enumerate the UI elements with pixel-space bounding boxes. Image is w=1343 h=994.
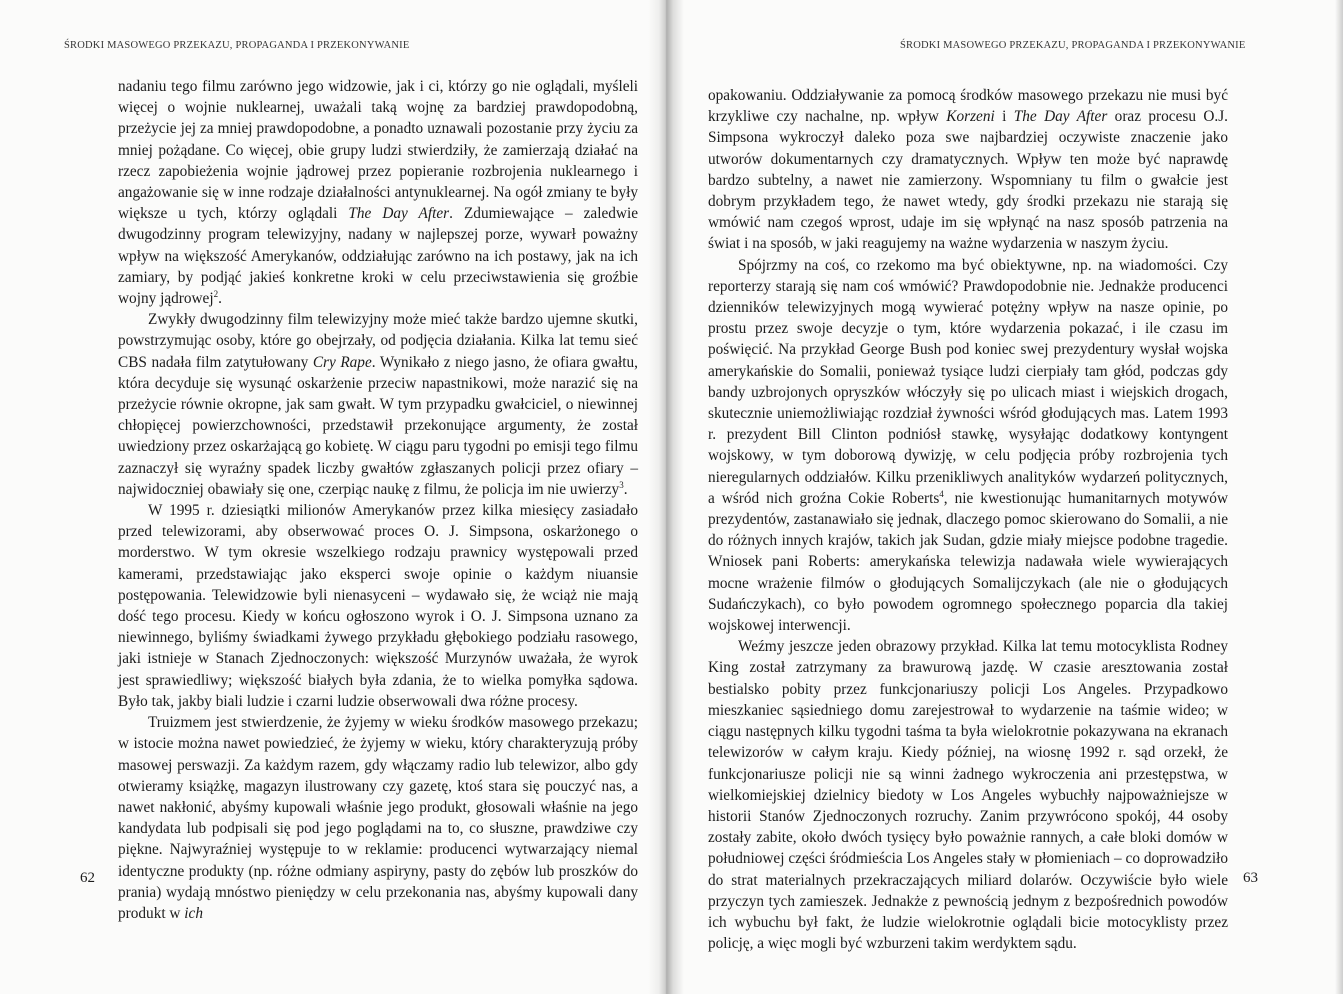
italic-title: Cry Rape xyxy=(312,353,372,371)
page-edge xyxy=(1335,0,1343,994)
body-text xyxy=(708,85,1228,954)
page-number: 62 xyxy=(80,870,95,886)
text-run: i xyxy=(994,108,1014,126)
italic-title: The Day After xyxy=(1013,108,1108,126)
body-text xyxy=(118,76,638,924)
left-page xyxy=(0,0,660,994)
italic-title: ich xyxy=(184,904,203,922)
running-head: ŚRODKI MASOWEGO PRZEKAZU, PROPAGANDA I PRZEKONYWANIE xyxy=(64,40,410,51)
text-run: . Zdumiewające – zaledwie dwugodzinny program telewizyjny, nadany w najlepszej porze, wywarł poważny wpływ na większość Amerykanów, oddziałując zarówno na ich postawy, jak na ich zamiary, by podjąć jakieś konkretne kroki w celu przeciwstawienia się groźbie wojny jądrowej xyxy=(118,205,638,308)
paragraph xyxy=(118,309,638,500)
page-number: 63 xyxy=(1243,870,1258,886)
running-head: ŚRODKI MASOWEGO PRZEKAZU, PROPAGANDA I PRZEKONYWANIE xyxy=(900,40,1246,51)
text-run: . Wynikało z niego jasno, że ofiara gwałtu, która decyduje się wysunąć oskarżenie przeciw napastnikowi, może narazić się na przeżycie równie okropne, jak sam gwałt. W tym przypadku gwałciciel, o niewinnej chłopięcej powierzchowności, przedstawił przekonujące argumenty, że został uwiedziony przez oskarżającą go kobietę. W ciągu paru tygodni po emisji tego filmu zaznaczył się wyraźny spadek liczby gwałtów zgłaszanych policji przez ofiary – najwidoczniej obawiały się one, czerpiąc naukę z filmu, że policja im nie uwierzy xyxy=(118,353,638,498)
text-run: Zwykły dwugodzinny film telewizyjny może mieć także bardzo ujemne skutki, powstrzymując osoby, które go obejrzały, od podjęcia działania. Kilka lat temu sieć CBS nadała film zatytułowany xyxy=(118,311,638,371)
footnote-marker: 3 xyxy=(619,479,624,490)
text-run: , nie kwestionując humanitarnych motywów prezydentów, zastanawiało się jednak, dlaczego pomoc skierowano do Somalii, a nie do różnych innych krajów, takich jak Sudan, gdzie miały miejsce podobne tragedie. Wniosek pani Roberts: amerykańska telewizja nadawała wiele wywierających mocne wrażenie filmów o głodujących Somalijczykach (ale nie o głodujących Sudańczykach), co było powodem ogromnego społecznego poparcia dla takiej wojskowej interwencji. xyxy=(708,489,1228,635)
paragraph xyxy=(118,500,638,712)
italic-title: The Day After xyxy=(348,205,450,223)
text-run: . xyxy=(218,290,222,308)
text-run: W 1995 r. dziesiątki milionów Amerykanów przez kilka miesięcy zasiadało przed telewizorami, aby obserwować proces O. J. Simpsona, oskarżonego o morderstwo. W tym okresie wszelkiego rodzaju prawnicy występowali przed kamerami, przedstawiając jako eksperci swoje opinie o każdym niuansie postępowania. Telewidzowie byli nienasyceni – wydawało się, że wciąż nie mają dość tego procesu. Kiedy w końcu ogłoszono wyrok i O. J. Simpsona uznano za niewinnego, byliśmy świadkami żywego przykładu głębokiego podziału rasowego, jaki istnieje w Stanach Zjednoczonych: większość Murzynów uważała, że wyrok jest sprawiedliwy; większość białych była zdania, że to wielka pomyłka sądowa. Było tak, jakby biali ludzie i czarni ludzie obserwowali dwa różne procesy. xyxy=(118,502,638,710)
text-run: . xyxy=(623,480,628,498)
footnote-marker: 2 xyxy=(213,288,219,299)
right-page xyxy=(680,0,1343,994)
text-run: nadaniu tego filmu zarówno jego widzowie, jak i ci, którzy go nie oglądali, myśleli więcej o wojnie nuklearnej, uważali taką wojnę za bardziej prawdopodobną, przeżycie jej za mniej prawdopodobne, a ponadto uznawali pozostanie przy życiu za mniej pożądane. Co więcej, obie grupy ludzi stwierdziły, że zamierzają działać na rzecz zapobieżenia wojnie jądrowej przez popieranie rozbrojenia nuklearnego i angażowanie się w inne rodzaje działalności antynuklearnej. Na ogół zmiany te były większe u tych, którzy oglądali xyxy=(118,78,638,223)
paragraph xyxy=(708,255,1228,637)
paragraph xyxy=(708,636,1228,954)
footnote-marker: 4 xyxy=(939,488,944,499)
paragraph xyxy=(118,712,638,924)
paragraph xyxy=(708,85,1228,255)
text-run: Spójrzmy na coś, co rzekomo ma być obiektywne, np. na wiadomości. Czy reporterzy starają się nam coś wmówić? Prawdopodobnie nie. Jednakże producenci dzienników telewizyjnych mogą wywierać potężny wpływ na nasze opinie, po prostu przez swoje decyzje o tym, które wydarzenia pokazać, i ile czasu im poświęcić. Na przykład George Bush pod koniec swej prezydentury wysłał wojska amerykańskie do Somalii, ponieważ tysiące ludzi cierpiały tam głód, podczas gdy bandy uzbrojonych opryszków włóczyły się po ulicach miast i wiejskich drogach, skutecznie uniemożliwiając rozdział żywności wśród głodujących mas. Latem 1993 r. prezydent Bill Clinton podniósł stawkę, wysyłając dodatkowy kontyngent wojskowy, w tym doborową dywizję, w celu podjęcia próby rozbrojenia tych nieregularnych oddziałów. Kilku przenikliwych analityków wydarzeń politycznych, a wśród nich groźna Cokie Roberts xyxy=(708,256,1228,507)
text-run: Truizmem jest stwierdzenie, że żyjemy w wieku środków masowego przekazu; w istocie można nawet powiedzieć, że żyjemy w wieku, który charakteryzują próby masowej perswazji. Za każdym razem, gdy włączamy radio lub telewizor, albo gdy otwieramy książkę, magazyn ilustrowany czy gazetę, ktoś stara się pouczyć nas, a nawet nakłonić, abyśmy kupowali właśnie jego produkt, głosowali właśnie na jego kandydata lub podpisali się pod jego poglądami na to, co słuszne, prawdziwe czy piękne. Najwyraźniej występuje to w reklamie: producenci wytwarzający niemal identyczne produkty (np. różne odmiany aspiryny, pasty do zębów lub proszków do prania) wydają mnóstwo pieniędzy w celu przekonania nas, abyśmy kupowali dany produkt w xyxy=(118,714,638,922)
text-run: Weźmy jeszcze jeden obrazowy przykład. Kilka lat temu motocyklista Rodney King został zatrzymany za brawurową jazdę. W czasie aresztowania został bestialsko pobity przez funkcjonariuszy policji Los Angeles. Przypadkowo mieszkaniec sąsiedniego domu zarejestrował to wydarzenie na taśmie wideo; w ciągu następnych kilku tygodni taśma ta była wielokrotnie pokazywana na ekranach telewizorów w całym kraju. Kiedy później, na wiosnę 1992 r. sąd orzekł, że funkcjonariusze policji nie są winni żadnego wykroczenia ani przestępstwa, w wielkomiejskiej dzielnicy biedoty w Los Angeles wybuchły najpoważniejsze w historii Stanów Zjednoczonych rozruchy. Zanim przywrócono spokój, 44 osoby zostały zabite, około dwóch tysięcy było poważnie rannych, a całe bloki domów w południowej części śródmieścia Los Angeles stały w płomieniach – co doprowadziło do strat materialnych przekraczających miliard dolarów. Oczywiście było wiele przyczyn tych zamieszek. Jednakże z pewnością jednym z bezpośrednich powodów ich wybuchu był fakt, że ludzie wielokrotnie oglądali bicie motocyklisty przez policję, a więc mogli być wzburzeni takim werdyktem sądu. xyxy=(708,638,1228,953)
text-run: opakowaniu. Oddziaływanie za pomocą środków masowego przekazu nie musi być krzykliwe czy nachalne, np. wpływ xyxy=(708,87,1228,126)
italic-title: Korzeni xyxy=(946,108,995,126)
text-run: oraz procesu O.J. Simpsona wykroczył daleko poza swe najbardziej oczywiste znaczenie jako utworów dokumentarnych czy dramatycznych. Wpływ ten może być naprawdę bardzo subtelny, a nawet nie zamierzony. Wspomniany tu film o gwałcie jest dobrym przykładem tego, że nawet wtedy, gdy środki przekazu nie starają się wmówić nam czegoś wprost, udaje im się wpłynąć na nasz sposób patrzenia na świat i na sposób, w jaki reagujemy na ważne wydarzenia w naszym życiu. xyxy=(708,108,1229,253)
paragraph xyxy=(118,76,638,309)
book-gutter xyxy=(648,0,684,994)
